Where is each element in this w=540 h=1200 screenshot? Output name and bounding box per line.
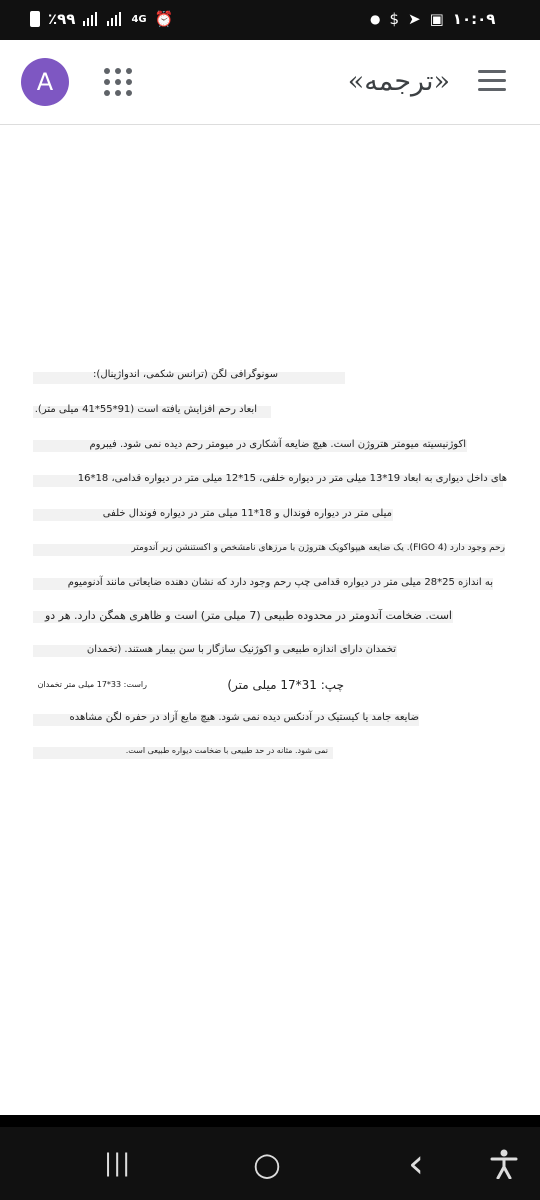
apps-grid-icon[interactable] (104, 68, 132, 96)
battery-icon (30, 11, 40, 27)
dot-icon: ● (370, 12, 381, 26)
app-bar (0, 40, 540, 125)
recents-button[interactable]: ||| (104, 1149, 132, 1177)
battery-percent: ٪۹۹ (48, 10, 76, 28)
doc-line-8: است. ضخامت آندومتر در محدوده طبیعی (7 میلی متر) است و ظاهری همگن دارد. هر دو (44, 609, 452, 622)
doc-line-11: راست: 33*17 میلی متر تخمدان (37, 680, 147, 689)
system-nav-bar (0, 1115, 540, 1200)
signal-icon (107, 12, 123, 26)
account-avatar[interactable]: A (21, 58, 69, 106)
page-title: «ترجمه» (347, 66, 450, 97)
accessibility-icon[interactable] (490, 1149, 518, 1186)
network-type: 4G (131, 13, 147, 25)
telegram-icon: ➤ (408, 10, 421, 28)
status-bar (0, 0, 540, 40)
status-right (30, 10, 173, 28)
doc-line-4: های داخل دیواری به ابعاد 19*13 میلی متر در دیواره خلفی، 15*12 میلی متر در دیواره قدامی، 18*16 (77, 473, 507, 484)
doc-line-9: تخمدان دارای اندازه طبیعی و اکوژنیک سازگار با سن بیمار هستند. (تخمدان (86, 644, 396, 655)
doc-line-6: رحم وجود دارد (FIGO 4). یک ضایعه هیپواکویک هتروژن با مرزهای نامشخص و اکستنشن زیر آندومتر (131, 543, 505, 553)
translated-document (0, 125, 540, 1115)
status-icons-right (370, 10, 495, 28)
doc-line-13: نمی شود. مثانه در حد طبیعی با ضخامت دیواره طبیعی است. (125, 746, 328, 755)
back-button[interactable]: ‹ (408, 1141, 424, 1187)
doc-line-5: میلی متر در دیواره فوندال و 18*11 میلی متر در دیواره فوندال خلفی (102, 508, 392, 519)
doc-line-2: ابعاد رحم افزایش یافته است (91*55*41 میلی متر). (34, 404, 257, 415)
signal-icon-2 (83, 12, 99, 26)
home-button[interactable]: ○ (253, 1145, 281, 1183)
doc-line-1: سونوگرافی لگن (ترانس شکمی، اندواژینال): (93, 369, 278, 380)
doc-line-10: چپ: 31*17 میلی متر) (227, 678, 344, 692)
doc-line-7: به اندازه 25*28 میلی متر در دیواره قدامی چپ رحم وجود دارد که نشان دهنده ضایعاتی مانند آدنومیوم (67, 577, 493, 588)
clock: ۱۰:۰۹ (452, 10, 496, 28)
doc-line-12: ضایعه جامد یا کیستیک در آدنکس دیده نمی شود. هیچ مایع آزاد در حفره لگن مشاهده (69, 712, 419, 723)
image-icon: ▣ (429, 10, 444, 28)
alarm-icon: ⏰ (154, 10, 174, 28)
dollar-icon: $ (389, 10, 400, 28)
menu-icon[interactable] (478, 70, 506, 92)
doc-line-3: اکوژنیسیته میومتر هتروژن است. هیچ ضایعه آشکاری در میومتر رحم دیده نمی شود. فیبروم (89, 439, 466, 450)
